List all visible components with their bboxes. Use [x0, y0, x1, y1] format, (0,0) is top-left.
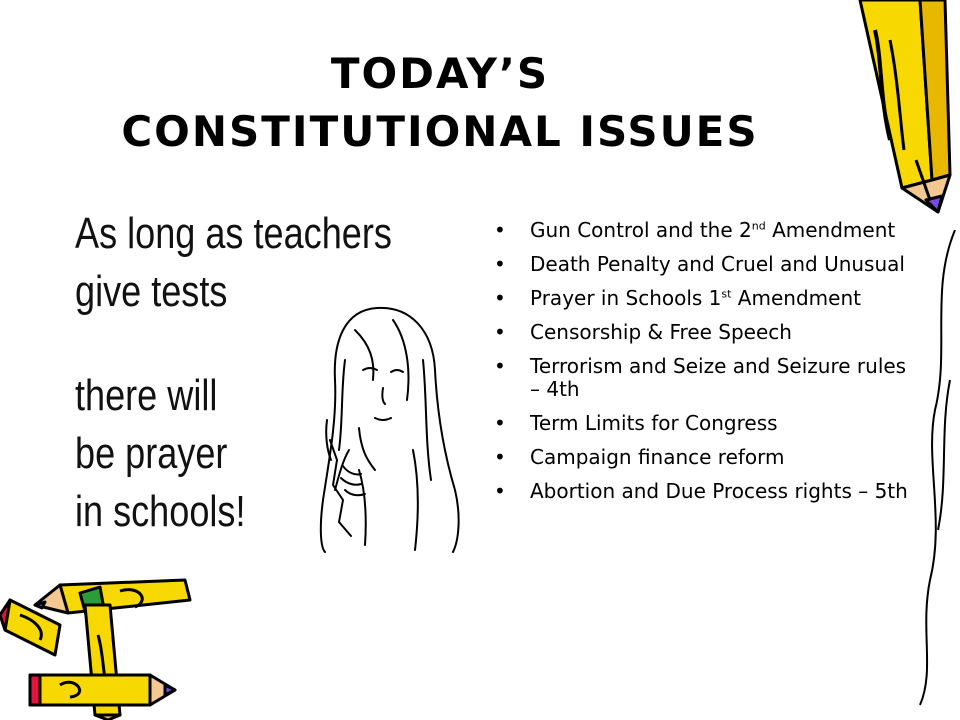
- prayer-cartoon: [75, 205, 435, 565]
- title-line-2: CONSTITUTIONAL ISSUES: [121, 107, 759, 156]
- list-item: • Term Limits for Congress: [494, 411, 778, 435]
- list-item: • Censorship & Free Speech: [494, 320, 792, 344]
- bullet-icon: •: [494, 252, 506, 276]
- pencil-icon: [900, 230, 960, 710]
- bullet-icon: •: [494, 445, 506, 469]
- bullet-icon: •: [494, 479, 506, 503]
- bullet-icon: •: [494, 320, 506, 344]
- list-item: • Abortion and Due Process rights – 5th: [494, 479, 908, 503]
- list-item: • Gun Control and the 2nd Amendment: [494, 218, 896, 242]
- slide-title: [40, 45, 840, 161]
- bullet-icon: •: [494, 218, 506, 242]
- list-item: • Death Penalty and Cruel and Unusual: [494, 252, 905, 276]
- pencil-icon: [0, 575, 200, 720]
- cartoon-line-1: As long as teachers: [75, 209, 392, 258]
- issues-list: [494, 219, 914, 514]
- cartoon-line-3: there will: [75, 371, 218, 420]
- bullet-icon: •: [494, 411, 506, 435]
- cartoon-line-2: give tests: [75, 267, 228, 316]
- list-item: • Prayer in Schools 1st Amendment: [494, 286, 861, 310]
- cartoon-line-4: be prayer: [75, 429, 228, 478]
- bullet-icon: •: [494, 354, 506, 378]
- title-line-1: TODAY’S: [330, 49, 550, 98]
- praying-girl-illustration: [315, 300, 465, 555]
- pencil-icon: [820, 0, 960, 230]
- list-item: • Campaign finance reform: [494, 445, 785, 469]
- list-item: • Terrorism and Seize and Seizure rules – 4th: [494, 354, 907, 401]
- bullet-icon: •: [494, 286, 506, 310]
- cartoon-line-5: in schools!: [75, 487, 246, 536]
